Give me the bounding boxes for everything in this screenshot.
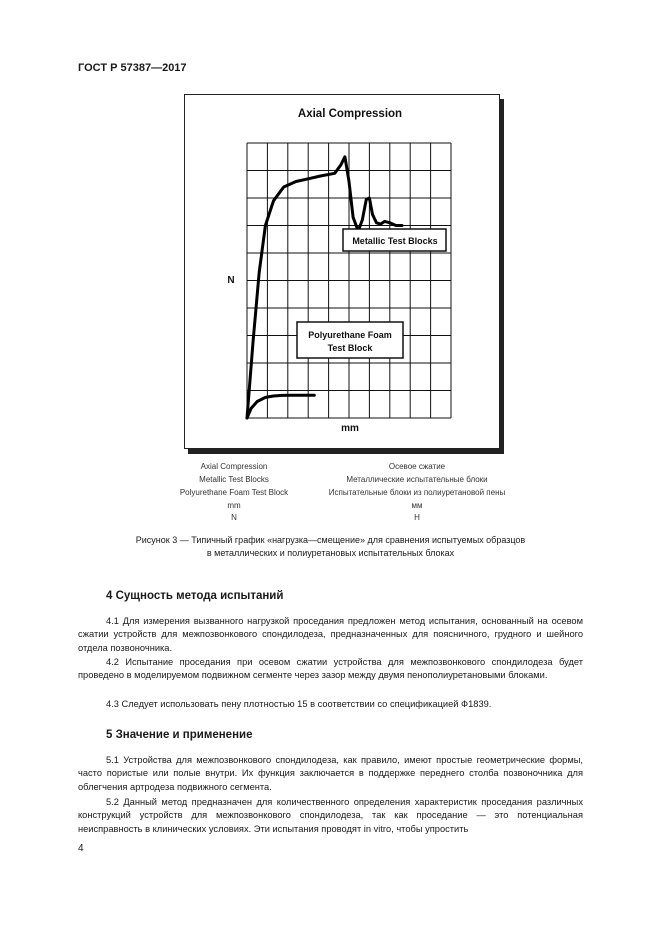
foam-annotation-label-line2: Test Block [327, 343, 373, 353]
figure-caption [0, 534, 661, 560]
paragraph: 5.2 Данный метод предназначен для количественного определения характеристик проседания различных конструкций устройств для межпозвонкового спондилодеза, так как проседание — это потенциальная неисправность в клинических условиях. Эти испытания проводят in vitro, чтобы упростить [78, 797, 583, 834]
legend-en: Axial Compression [200, 462, 268, 471]
series-line-metallic [247, 157, 402, 418]
figure-caption-line2: в металлических и полиуретановых испытательных блоках [206, 548, 455, 558]
paragraph: 4.2 Испытание проседания при осевом сжатии устройства для межпозвонкового спондилодеза будет проведено в моделируемом подвижном сегменте через зазор между двумя пенополиуретановыми блоками. [78, 657, 583, 681]
metallic-annotation-label: Metallic Test Blocks [352, 236, 438, 246]
legend-row [0, 488, 661, 501]
legend-en: Polyurethane Foam Test Block [179, 488, 289, 497]
series-line-foam [247, 395, 314, 418]
legend-en: Metallic Test Blocks [199, 475, 269, 484]
legend-en: N [231, 513, 237, 522]
paragraph: 4.1 Для измерения вызванного нагрузкой проседания предложен метод испытания, основанный на осевом сжатии устройств для межпозвонкового спондилодеза, предназначенных для поясничного, грудного и шейного отдела позвоночника. [78, 616, 583, 653]
figure-frame [184, 94, 500, 449]
paragraph: 5.1 Устройства для межпозвонкового спондилодеза, как правило, имеют простые геометрические формы, часто пористые или полые внутри. Их функция заключается в поддержке переднего столба позвоночника для облегчения артродеза подвижного сегмента. [78, 755, 583, 792]
chart-curves [247, 157, 402, 418]
chart-title: Axial Compression [297, 108, 403, 120]
legend-row [0, 475, 661, 488]
legend-ru: Испытательные блоки из полиуретановой пены [328, 488, 506, 497]
section-heading: 5 Значение и применение [106, 729, 253, 741]
legend-ru: мм [411, 501, 423, 510]
legend-row [0, 513, 661, 526]
foam-annotation-label-line1: Polyurethane Foam [308, 330, 392, 340]
document-header: ГОСТ Р 57387—2017 [78, 62, 187, 74]
paragraph: 4.3 Следует использовать пену плотностью 15 в соответствии со спецификацией Ф1839. [106, 699, 492, 709]
figure-caption-line1: Рисунок 3 — Типичный график «нагрузка—смещение» для сравнения испытуемых образцов [135, 535, 526, 545]
x-axis-label: mm [341, 423, 359, 434]
legend-ru: Металлические испытательные блоки [346, 475, 488, 484]
section-heading: 4 Сущность метода испытаний [106, 590, 284, 602]
y-axis-label: N [227, 275, 235, 286]
page-number: 4 [78, 843, 84, 854]
legend-en: mm [227, 501, 241, 510]
legend-ru: Осевое сжатие [388, 462, 446, 471]
axial-compression-chart [185, 95, 499, 448]
legend-ru: Н [414, 513, 420, 522]
legend-row [0, 462, 661, 475]
